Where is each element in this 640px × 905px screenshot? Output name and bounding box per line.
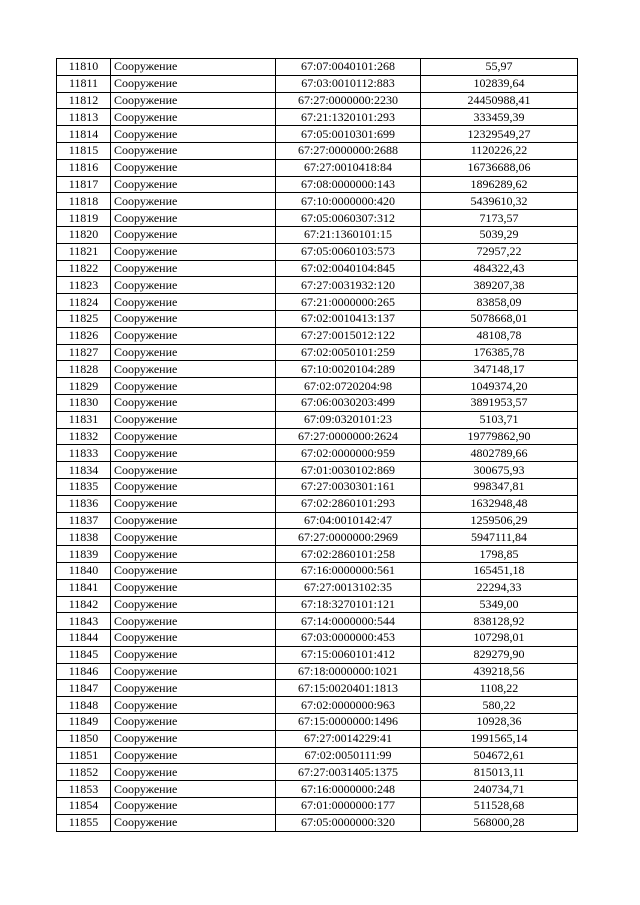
object-type-cell: Сооружение <box>111 781 276 798</box>
row-number-cell: 11832 <box>57 428 111 445</box>
row-number-cell: 11841 <box>57 579 111 596</box>
cadastral-value-cell: 347148,17 <box>421 361 578 378</box>
cadastral-value-cell: 389207,38 <box>421 277 578 294</box>
object-type-cell: Сооружение <box>111 630 276 647</box>
cadastral-number-cell: 67:18:3270101:121 <box>276 596 421 613</box>
cadastral-value-cell: 102839,64 <box>421 75 578 92</box>
table-row <box>57 176 578 193</box>
cadastral-number-cell: 67:02:0040104:845 <box>276 260 421 277</box>
cadastral-number-cell: 67:21:1360101:15 <box>276 226 421 243</box>
row-number-cell: 11851 <box>57 747 111 764</box>
row-number-cell: 11828 <box>57 361 111 378</box>
table-row <box>57 327 578 344</box>
row-number-cell: 11843 <box>57 613 111 630</box>
table-row <box>57 495 578 512</box>
cadastral-value-cell: 5947111,84 <box>421 529 578 546</box>
cadastral-number-cell: 67:07:0040101:268 <box>276 59 421 76</box>
table-row <box>57 59 578 76</box>
table-row <box>57 730 578 747</box>
table-row <box>57 579 578 596</box>
cadastral-value-cell: 55,97 <box>421 59 578 76</box>
cadastral-number-cell: 67:27:0015012:122 <box>276 327 421 344</box>
table-row <box>57 663 578 680</box>
object-type-cell: Сооружение <box>111 646 276 663</box>
row-number-cell: 11837 <box>57 512 111 529</box>
object-type-cell: Сооружение <box>111 714 276 731</box>
object-type-cell: Сооружение <box>111 730 276 747</box>
object-type-cell: Сооружение <box>111 361 276 378</box>
cadastral-number-cell: 67:02:0000000:963 <box>276 697 421 714</box>
cadastral-number-cell: 67:06:0030203:499 <box>276 394 421 411</box>
cadastral-number-cell: 67:27:0000000:2688 <box>276 142 421 159</box>
cadastral-number-cell: 67:05:0010301:699 <box>276 126 421 143</box>
table-row <box>57 714 578 731</box>
cadastral-value-cell: 1991565,14 <box>421 730 578 747</box>
cadastral-number-cell: 67:02:0720204:98 <box>276 378 421 395</box>
row-number-cell: 11825 <box>57 310 111 327</box>
row-number-cell: 11831 <box>57 411 111 428</box>
table-row <box>57 546 578 563</box>
table-row <box>57 277 578 294</box>
cadastral-value-cell: 580,22 <box>421 697 578 714</box>
row-number-cell: 11847 <box>57 680 111 697</box>
row-number-cell: 11850 <box>57 730 111 747</box>
table-row <box>57 764 578 781</box>
cadastral-number-cell: 67:27:0013102:35 <box>276 579 421 596</box>
cadastral-value-cell: 10928,36 <box>421 714 578 731</box>
cadastral-number-cell: 67:05:0060103:573 <box>276 243 421 260</box>
cadastral-value-cell: 829279,90 <box>421 646 578 663</box>
table-row <box>57 697 578 714</box>
cadastral-value-cell: 300675,93 <box>421 462 578 479</box>
object-type-cell: Сооружение <box>111 478 276 495</box>
cadastral-value-cell: 5039,29 <box>421 226 578 243</box>
cadastral-value-cell: 5439610,32 <box>421 193 578 210</box>
row-number-cell: 11848 <box>57 697 111 714</box>
row-number-cell: 11830 <box>57 394 111 411</box>
object-type-cell: Сооружение <box>111 159 276 176</box>
row-number-cell: 11813 <box>57 109 111 126</box>
cadastral-value-cell: 240734,71 <box>421 781 578 798</box>
object-type-cell: Сооружение <box>111 210 276 227</box>
row-number-cell: 11824 <box>57 294 111 311</box>
row-number-cell: 11839 <box>57 546 111 563</box>
row-number-cell: 11845 <box>57 646 111 663</box>
cadastral-number-cell: 67:03:0000000:453 <box>276 630 421 647</box>
row-number-cell: 11842 <box>57 596 111 613</box>
object-type-cell: Сооружение <box>111 378 276 395</box>
object-type-cell: Сооружение <box>111 75 276 92</box>
table-row <box>57 529 578 546</box>
table-row <box>57 310 578 327</box>
row-number-cell: 11816 <box>57 159 111 176</box>
row-number-cell: 11855 <box>57 814 111 831</box>
cadastral-number-cell: 67:27:0000000:2230 <box>276 92 421 109</box>
object-type-cell: Сооружение <box>111 764 276 781</box>
cadastral-value-cell: 7173,57 <box>421 210 578 227</box>
cadastral-value-cell: 333459,39 <box>421 109 578 126</box>
cadastral-value-cell: 5103,71 <box>421 411 578 428</box>
object-type-cell: Сооружение <box>111 579 276 596</box>
cadastral-value-cell: 107298,01 <box>421 630 578 647</box>
row-number-cell: 11812 <box>57 92 111 109</box>
cadastral-value-cell: 24450988,41 <box>421 92 578 109</box>
row-number-cell: 11818 <box>57 193 111 210</box>
object-type-cell: Сооружение <box>111 176 276 193</box>
object-type-cell: Сооружение <box>111 59 276 76</box>
table-row <box>57 512 578 529</box>
table-row <box>57 378 578 395</box>
cadastral-number-cell: 67:02:0050111:99 <box>276 747 421 764</box>
cadastral-value-cell: 22294,33 <box>421 579 578 596</box>
row-number-cell: 11834 <box>57 462 111 479</box>
object-type-cell: Сооружение <box>111 798 276 815</box>
cadastral-number-cell: 67:27:0014229:41 <box>276 730 421 747</box>
cadastral-number-cell: 67:27:0000000:2624 <box>276 428 421 445</box>
cadastral-number-cell: 67:21:1320101:293 <box>276 109 421 126</box>
object-type-cell: Сооружение <box>111 193 276 210</box>
cadastral-value-cell: 1120226,22 <box>421 142 578 159</box>
row-number-cell: 11822 <box>57 260 111 277</box>
table-row <box>57 159 578 176</box>
row-number-cell: 11829 <box>57 378 111 395</box>
cadastral-number-cell: 67:05:0060307:312 <box>276 210 421 227</box>
object-type-cell: Сооружение <box>111 747 276 764</box>
row-number-cell: 11810 <box>57 59 111 76</box>
object-type-cell: Сооружение <box>111 495 276 512</box>
cadastral-number-cell: 67:01:0000000:177 <box>276 798 421 815</box>
table-row <box>57 394 578 411</box>
cadastral-value-cell: 1798,85 <box>421 546 578 563</box>
object-type-cell: Сооружение <box>111 411 276 428</box>
cadastral-value-cell: 12329549,27 <box>421 126 578 143</box>
cadastral-number-cell: 67:04:0010142:47 <box>276 512 421 529</box>
object-type-cell: Сооружение <box>111 680 276 697</box>
object-type-cell: Сооружение <box>111 814 276 831</box>
cadastral-number-cell: 67:15:0000000:1496 <box>276 714 421 731</box>
cadastral-number-cell: 67:02:0010413:137 <box>276 310 421 327</box>
row-number-cell: 11840 <box>57 562 111 579</box>
cadastral-value-cell: 1632948,48 <box>421 495 578 512</box>
row-number-cell: 11852 <box>57 764 111 781</box>
cadastral-value-cell: 1049374,20 <box>421 378 578 395</box>
cadastral-value-cell: 83858,09 <box>421 294 578 311</box>
cadastral-value-cell: 511528,68 <box>421 798 578 815</box>
row-number-cell: 11849 <box>57 714 111 731</box>
cadastral-value-cell: 439218,56 <box>421 663 578 680</box>
table-row <box>57 411 578 428</box>
cadastral-value-cell: 1896289,62 <box>421 176 578 193</box>
cadastral-number-cell: 67:02:0000000:959 <box>276 445 421 462</box>
cadastral-value-cell: 165451,18 <box>421 562 578 579</box>
table-row <box>57 630 578 647</box>
object-type-cell: Сооружение <box>111 512 276 529</box>
row-number-cell: 11853 <box>57 781 111 798</box>
object-type-cell: Сооружение <box>111 344 276 361</box>
cadastral-value-cell: 815013,11 <box>421 764 578 781</box>
object-type-cell: Сооружение <box>111 226 276 243</box>
cadastral-number-cell: 67:08:0000000:143 <box>276 176 421 193</box>
table-row <box>57 361 578 378</box>
table-row <box>57 445 578 462</box>
cadastral-value-cell: 998347,81 <box>421 478 578 495</box>
table-row <box>57 462 578 479</box>
table-row <box>57 478 578 495</box>
cadastral-number-cell: 67:10:0000000:420 <box>276 193 421 210</box>
cadastral-number-cell: 67:15:0020401:1813 <box>276 680 421 697</box>
cadastral-value-cell: 16736688,06 <box>421 159 578 176</box>
cadastral-number-cell: 67:27:0010418:84 <box>276 159 421 176</box>
cadastral-number-cell: 67:02:0050101:259 <box>276 344 421 361</box>
cadastral-number-cell: 67:27:0030301:161 <box>276 478 421 495</box>
table-row <box>57 781 578 798</box>
cadastral-number-cell: 67:09:0320101:23 <box>276 411 421 428</box>
cadastral-value-cell: 176385,78 <box>421 344 578 361</box>
table-row <box>57 142 578 159</box>
cadastral-value-cell: 484322,43 <box>421 260 578 277</box>
table-row <box>57 243 578 260</box>
row-number-cell: 11827 <box>57 344 111 361</box>
row-number-cell: 11821 <box>57 243 111 260</box>
table-row <box>57 428 578 445</box>
table-row <box>57 613 578 630</box>
table-row <box>57 226 578 243</box>
row-number-cell: 11811 <box>57 75 111 92</box>
cadastral-value-cell: 4802789,66 <box>421 445 578 462</box>
cadastral-number-cell: 67:16:0000000:561 <box>276 562 421 579</box>
object-type-cell: Сооружение <box>111 327 276 344</box>
cadastral-number-cell: 67:14:0000000:544 <box>276 613 421 630</box>
row-number-cell: 11854 <box>57 798 111 815</box>
row-number-cell: 11815 <box>57 142 111 159</box>
object-type-cell: Сооружение <box>111 462 276 479</box>
table-row <box>57 92 578 109</box>
table-row <box>57 646 578 663</box>
object-type-cell: Сооружение <box>111 663 276 680</box>
table-row <box>57 680 578 697</box>
cadastral-number-cell: 67:01:0030102:869 <box>276 462 421 479</box>
object-type-cell: Сооружение <box>111 142 276 159</box>
cadastral-number-cell: 67:03:0010112:883 <box>276 75 421 92</box>
row-number-cell: 11819 <box>57 210 111 227</box>
table-row <box>57 109 578 126</box>
cadastral-number-cell: 67:21:0000000:265 <box>276 294 421 311</box>
cadastral-value-cell: 48108,78 <box>421 327 578 344</box>
cadastral-value-cell: 3891953,57 <box>421 394 578 411</box>
object-type-cell: Сооружение <box>111 294 276 311</box>
object-type-cell: Сооружение <box>111 109 276 126</box>
property-register-table <box>56 58 578 832</box>
row-number-cell: 11846 <box>57 663 111 680</box>
table-row <box>57 344 578 361</box>
object-type-cell: Сооружение <box>111 428 276 445</box>
object-type-cell: Сооружение <box>111 126 276 143</box>
object-type-cell: Сооружение <box>111 243 276 260</box>
object-type-cell: Сооружение <box>111 697 276 714</box>
cadastral-value-cell: 838128,92 <box>421 613 578 630</box>
row-number-cell: 11835 <box>57 478 111 495</box>
object-type-cell: Сооружение <box>111 394 276 411</box>
table-row <box>57 210 578 227</box>
object-type-cell: Сооружение <box>111 310 276 327</box>
table-row <box>57 126 578 143</box>
object-type-cell: Сооружение <box>111 546 276 563</box>
cadastral-value-cell: 5349,00 <box>421 596 578 613</box>
row-number-cell: 11838 <box>57 529 111 546</box>
table-row <box>57 260 578 277</box>
cadastral-number-cell: 67:02:2860101:293 <box>276 495 421 512</box>
cadastral-number-cell: 67:18:0000000:1021 <box>276 663 421 680</box>
cadastral-value-cell: 1259506,29 <box>421 512 578 529</box>
row-number-cell: 11836 <box>57 495 111 512</box>
cadastral-number-cell: 67:27:0031405:1375 <box>276 764 421 781</box>
cadastral-value-cell: 504672,61 <box>421 747 578 764</box>
cadastral-value-cell: 72957,22 <box>421 243 578 260</box>
row-number-cell: 11833 <box>57 445 111 462</box>
table-row <box>57 747 578 764</box>
object-type-cell: Сооружение <box>111 260 276 277</box>
cadastral-number-cell: 67:16:0000000:248 <box>276 781 421 798</box>
cadastral-value-cell: 568000,28 <box>421 814 578 831</box>
table-row <box>57 294 578 311</box>
object-type-cell: Сооружение <box>111 92 276 109</box>
object-type-cell: Сооружение <box>111 277 276 294</box>
row-number-cell: 11823 <box>57 277 111 294</box>
cadastral-number-cell: 67:02:2860101:258 <box>276 546 421 563</box>
object-type-cell: Сооружение <box>111 596 276 613</box>
cadastral-value-cell: 5078668,01 <box>421 310 578 327</box>
table-body <box>57 59 578 832</box>
object-type-cell: Сооружение <box>111 613 276 630</box>
table-row <box>57 75 578 92</box>
object-type-cell: Сооружение <box>111 445 276 462</box>
row-number-cell: 11826 <box>57 327 111 344</box>
cadastral-number-cell: 67:15:0060101:412 <box>276 646 421 663</box>
cadastral-number-cell: 67:27:0000000:2969 <box>276 529 421 546</box>
cadastral-number-cell: 67:10:0020104:289 <box>276 361 421 378</box>
table-row <box>57 814 578 831</box>
row-number-cell: 11814 <box>57 126 111 143</box>
cadastral-number-cell: 67:27:0031932:120 <box>276 277 421 294</box>
table-row <box>57 596 578 613</box>
row-number-cell: 11820 <box>57 226 111 243</box>
object-type-cell: Сооружение <box>111 529 276 546</box>
object-type-cell: Сооружение <box>111 562 276 579</box>
row-number-cell: 11844 <box>57 630 111 647</box>
cadastral-value-cell: 1108,22 <box>421 680 578 697</box>
cadastral-number-cell: 67:05:0000000:320 <box>276 814 421 831</box>
table-row <box>57 798 578 815</box>
cadastral-value-cell: 19779862,90 <box>421 428 578 445</box>
table-row <box>57 193 578 210</box>
row-number-cell: 11817 <box>57 176 111 193</box>
table-row <box>57 562 578 579</box>
